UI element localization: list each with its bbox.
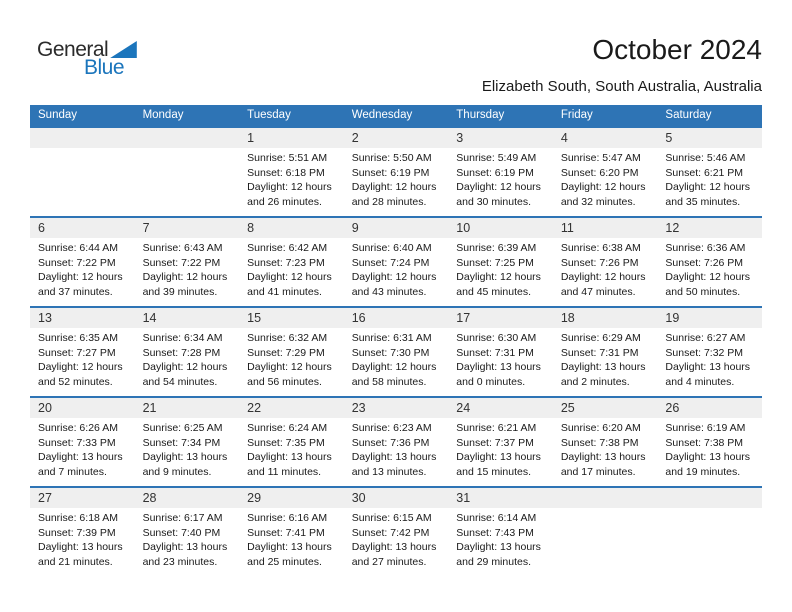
day-number: 3 (448, 128, 553, 148)
daylight-text: Daylight: 12 hours and 50 minutes. (665, 271, 751, 298)
day-cell-29 (239, 488, 344, 576)
day-number: 1 (239, 128, 344, 148)
sunset-text: Sunset: 7:30 PM (351, 346, 430, 359)
sunrise-text: Sunrise: 5:49 AM (456, 152, 537, 164)
sunrise-text: Sunrise: 5:46 AM (665, 152, 746, 164)
day-number: 20 (30, 398, 135, 418)
day-details (448, 238, 553, 299)
sunset-text: Sunset: 6:21 PM (665, 166, 744, 179)
day-details (448, 418, 553, 479)
logo-text-blue: Blue (84, 56, 125, 79)
day-number: 17 (448, 308, 553, 328)
day-number: 24 (448, 398, 553, 418)
daylight-text: Daylight: 12 hours and 30 minutes. (456, 181, 541, 208)
day-cell-13 (30, 308, 135, 396)
daylight-text: Daylight: 13 hours and 23 minutes. (142, 541, 228, 568)
sunset-text: Sunset: 7:38 PM (560, 436, 639, 449)
day-number: 26 (657, 398, 762, 418)
daylight-text: Daylight: 12 hours and 56 minutes. (247, 361, 332, 388)
sunrise-text: Sunrise: 6:14 AM (456, 512, 537, 524)
sunrise-text: Sunrise: 6:15 AM (351, 512, 432, 524)
sunset-text: Sunset: 7:22 PM (38, 256, 116, 269)
day-cell-31 (448, 488, 553, 576)
sunset-text: Sunset: 7:26 PM (665, 256, 744, 269)
day-details (135, 508, 240, 569)
daylight-text: Daylight: 12 hours and 52 minutes. (38, 361, 123, 388)
daylight-text: Daylight: 13 hours and 13 minutes. (351, 451, 437, 478)
day-details (448, 508, 553, 569)
day-details (30, 508, 135, 569)
sunset-text: Sunset: 7:40 PM (142, 526, 221, 539)
sunset-text: Sunset: 7:23 PM (247, 256, 325, 269)
day-cell-26 (657, 398, 762, 486)
day-number: 19 (657, 308, 762, 328)
daylight-text: Daylight: 12 hours and 58 minutes. (351, 361, 437, 388)
sunset-text: Sunset: 7:33 PM (38, 436, 116, 449)
calendar-table (30, 105, 762, 576)
sunrise-text: Sunrise: 6:27 AM (665, 332, 746, 344)
day-cell-16 (344, 308, 449, 396)
sunrise-text: Sunrise: 5:51 AM (247, 152, 328, 164)
daylight-text: Daylight: 13 hours and 29 minutes. (456, 541, 541, 568)
day-number: 5 (657, 128, 762, 148)
sunset-text: Sunset: 7:42 PM (351, 526, 430, 539)
day-details (344, 148, 449, 209)
day-cell-27 (30, 488, 135, 576)
sunrise-text: Sunrise: 6:19 AM (665, 422, 746, 434)
day-number: 18 (553, 308, 658, 328)
sunset-text: Sunset: 7:43 PM (456, 526, 534, 539)
daylight-text: Daylight: 13 hours and 25 minutes. (247, 541, 332, 568)
sunrise-text: Sunrise: 6:31 AM (351, 332, 432, 344)
day-number: 16 (344, 308, 449, 328)
daylight-text: Daylight: 12 hours and 45 minutes. (456, 271, 541, 298)
day-details (135, 328, 240, 389)
day-details (553, 148, 658, 209)
day-details (448, 328, 553, 389)
day-cell-2 (344, 128, 449, 216)
day-number: 6 (30, 218, 135, 238)
day-details (448, 148, 553, 209)
daylight-text: Daylight: 12 hours and 47 minutes. (560, 271, 646, 298)
sunset-text: Sunset: 7:34 PM (142, 436, 221, 449)
day-cell-18 (553, 308, 658, 396)
daylight-text: Daylight: 12 hours and 26 minutes. (247, 181, 332, 208)
sunrise-text: Sunrise: 6:17 AM (142, 512, 223, 524)
day-cell-empty (135, 128, 240, 216)
sunset-text: Sunset: 7:25 PM (456, 256, 534, 269)
location-subtitle: Elizabeth South, South Australia, Australia (481, 78, 762, 95)
sunrise-text: Sunrise: 5:47 AM (560, 152, 641, 164)
daylight-text: Daylight: 13 hours and 27 minutes. (351, 541, 437, 568)
day-number: 22 (239, 398, 344, 418)
weekday-header-friday: Friday (560, 109, 593, 121)
day-cell-1 (239, 128, 344, 216)
day-cell-8 (239, 218, 344, 306)
day-details (553, 238, 658, 299)
week-row (30, 396, 762, 486)
day-cell-3 (448, 128, 553, 216)
day-number: 31 (448, 488, 553, 508)
day-number: 4 (553, 128, 658, 148)
weekday-header-monday: Monday (142, 109, 184, 121)
sunrise-text: Sunrise: 6:24 AM (247, 422, 328, 434)
sunset-text: Sunset: 7:31 PM (456, 346, 534, 359)
day-details (657, 148, 762, 209)
sunset-text: Sunset: 7:26 PM (560, 256, 639, 269)
sunset-text: Sunset: 6:18 PM (247, 166, 325, 179)
weekday-header-sunday: Sunday (38, 109, 78, 121)
day-cell-4 (553, 128, 658, 216)
day-cell-empty (30, 128, 135, 216)
day-details (30, 328, 135, 389)
day-details (657, 238, 762, 299)
day-cell-28 (135, 488, 240, 576)
day-number: 29 (239, 488, 344, 508)
day-cell-14 (135, 308, 240, 396)
sunrise-text: Sunrise: 6:34 AM (142, 332, 223, 344)
day-cell-24 (448, 398, 553, 486)
day-details (344, 508, 449, 569)
sunrise-text: Sunrise: 6:43 AM (142, 242, 223, 254)
day-number: 11 (553, 218, 658, 238)
day-number: 14 (135, 308, 240, 328)
daylight-text: Daylight: 12 hours and 41 minutes. (247, 271, 332, 298)
day-number: 7 (135, 218, 240, 238)
daylight-text: Daylight: 13 hours and 15 minutes. (456, 451, 541, 478)
sunset-text: Sunset: 6:19 PM (351, 166, 430, 179)
day-cell-5 (657, 128, 762, 216)
day-number: 12 (657, 218, 762, 238)
daylight-text: Daylight: 12 hours and 39 minutes. (142, 271, 228, 298)
week-row (30, 216, 762, 306)
sunset-text: Sunset: 7:24 PM (351, 256, 430, 269)
sunrise-text: Sunrise: 5:50 AM (351, 152, 432, 164)
day-details (657, 418, 762, 479)
sunrise-text: Sunrise: 6:29 AM (560, 332, 641, 344)
sunrise-text: Sunrise: 6:18 AM (38, 512, 118, 524)
sunset-text: Sunset: 7:31 PM (560, 346, 639, 359)
day-cell-22 (239, 398, 344, 486)
sunrise-text: Sunrise: 6:25 AM (142, 422, 223, 434)
sunrise-text: Sunrise: 6:20 AM (560, 422, 641, 434)
daylight-text: Daylight: 13 hours and 7 minutes. (38, 451, 123, 478)
sunset-text: Sunset: 7:38 PM (665, 436, 744, 449)
day-number (657, 488, 762, 508)
sunset-text: Sunset: 7:39 PM (38, 526, 116, 539)
day-details (239, 328, 344, 389)
sunrise-text: Sunrise: 6:32 AM (247, 332, 328, 344)
day-details (135, 238, 240, 299)
day-details (344, 328, 449, 389)
sunset-text: Sunset: 7:28 PM (142, 346, 221, 359)
day-number: 8 (239, 218, 344, 238)
sunset-text: Sunset: 7:32 PM (665, 346, 744, 359)
day-cell-7 (135, 218, 240, 306)
day-details (239, 148, 344, 209)
sunset-text: Sunset: 7:29 PM (247, 346, 325, 359)
sunset-text: Sunset: 7:36 PM (351, 436, 430, 449)
day-cell-9 (344, 218, 449, 306)
sunrise-text: Sunrise: 6:38 AM (560, 242, 641, 254)
day-details (344, 238, 449, 299)
title-block (482, 34, 762, 95)
day-cell-empty (657, 488, 762, 576)
day-cell-25 (553, 398, 658, 486)
daylight-text: Daylight: 12 hours and 32 minutes. (560, 181, 646, 208)
daylight-text: Daylight: 12 hours and 28 minutes. (351, 181, 437, 208)
daylight-text: Daylight: 13 hours and 2 minutes. (560, 361, 646, 388)
sunset-text: Sunset: 6:20 PM (560, 166, 639, 179)
day-cell-20 (30, 398, 135, 486)
day-cell-19 (657, 308, 762, 396)
day-number: 13 (30, 308, 135, 328)
day-number: 25 (553, 398, 658, 418)
week-row (30, 126, 762, 216)
day-number: 27 (30, 488, 135, 508)
day-number: 9 (344, 218, 449, 238)
sunset-text: Sunset: 7:37 PM (456, 436, 534, 449)
sunset-text: Sunset: 7:41 PM (247, 526, 325, 539)
day-cell-17 (448, 308, 553, 396)
day-number: 28 (135, 488, 240, 508)
daylight-text: Daylight: 13 hours and 4 minutes. (665, 361, 751, 388)
daylight-text: Daylight: 12 hours and 43 minutes. (351, 271, 437, 298)
month-title: October 2024 (592, 34, 762, 65)
day-cell-12 (657, 218, 762, 306)
day-number: 21 (135, 398, 240, 418)
logo-text-general: General (37, 38, 109, 61)
sunrise-text: Sunrise: 6:23 AM (351, 422, 432, 434)
weekday-header-row (30, 105, 762, 126)
sunset-text: Sunset: 7:27 PM (38, 346, 116, 359)
week-row (30, 486, 762, 576)
day-details (135, 418, 240, 479)
day-cell-empty (553, 488, 658, 576)
sunset-text: Sunset: 7:22 PM (142, 256, 221, 269)
day-details (344, 418, 449, 479)
daylight-text: Daylight: 13 hours and 11 minutes. (247, 451, 332, 478)
day-number: 15 (239, 308, 344, 328)
calendar-grid (30, 126, 762, 576)
sunrise-text: Sunrise: 6:16 AM (247, 512, 328, 524)
daylight-text: Daylight: 13 hours and 17 minutes. (560, 451, 646, 478)
day-cell-23 (344, 398, 449, 486)
daylight-text: Daylight: 13 hours and 0 minutes. (456, 361, 541, 388)
day-details (239, 508, 344, 569)
daylight-text: Daylight: 12 hours and 54 minutes. (142, 361, 228, 388)
day-details (239, 418, 344, 479)
sunrise-text: Sunrise: 6:30 AM (456, 332, 537, 344)
day-details (553, 328, 658, 389)
sunrise-text: Sunrise: 6:42 AM (247, 242, 328, 254)
day-number: 10 (448, 218, 553, 238)
day-details (553, 418, 658, 479)
weekday-header-tuesday: Tuesday (247, 109, 291, 121)
sunrise-text: Sunrise: 6:26 AM (38, 422, 118, 434)
day-details (30, 418, 135, 479)
day-cell-10 (448, 218, 553, 306)
daylight-text: Daylight: 12 hours and 35 minutes. (665, 181, 751, 208)
day-cell-6 (30, 218, 135, 306)
sunrise-text: Sunrise: 6:21 AM (456, 422, 537, 434)
sunrise-text: Sunrise: 6:40 AM (351, 242, 432, 254)
daylight-text: Daylight: 13 hours and 19 minutes. (665, 451, 751, 478)
sunrise-text: Sunrise: 6:35 AM (38, 332, 118, 344)
sunrise-text: Sunrise: 6:44 AM (38, 242, 118, 254)
day-number (553, 488, 658, 508)
day-cell-15 (239, 308, 344, 396)
day-number (135, 128, 240, 148)
weekday-header-thursday: Thursday (456, 109, 505, 121)
day-cell-11 (553, 218, 658, 306)
daylight-text: Daylight: 13 hours and 9 minutes. (142, 451, 228, 478)
sunset-text: Sunset: 7:35 PM (247, 436, 325, 449)
weekday-header-wednesday: Wednesday (351, 109, 413, 121)
day-number: 30 (344, 488, 449, 508)
general-blue-logo (37, 39, 137, 78)
weekday-header-saturday: Saturday (665, 109, 712, 121)
day-details (657, 328, 762, 389)
day-cell-30 (344, 488, 449, 576)
day-cell-21 (135, 398, 240, 486)
daylight-text: Daylight: 13 hours and 21 minutes. (38, 541, 123, 568)
day-number: 2 (344, 128, 449, 148)
day-number (30, 128, 135, 148)
sunrise-text: Sunrise: 6:36 AM (665, 242, 746, 254)
day-details (30, 238, 135, 299)
sunset-text: Sunset: 6:19 PM (456, 166, 534, 179)
day-details (239, 238, 344, 299)
sunrise-text: Sunrise: 6:39 AM (456, 242, 537, 254)
daylight-text: Daylight: 12 hours and 37 minutes. (38, 271, 123, 298)
day-number: 23 (344, 398, 449, 418)
week-row (30, 306, 762, 396)
